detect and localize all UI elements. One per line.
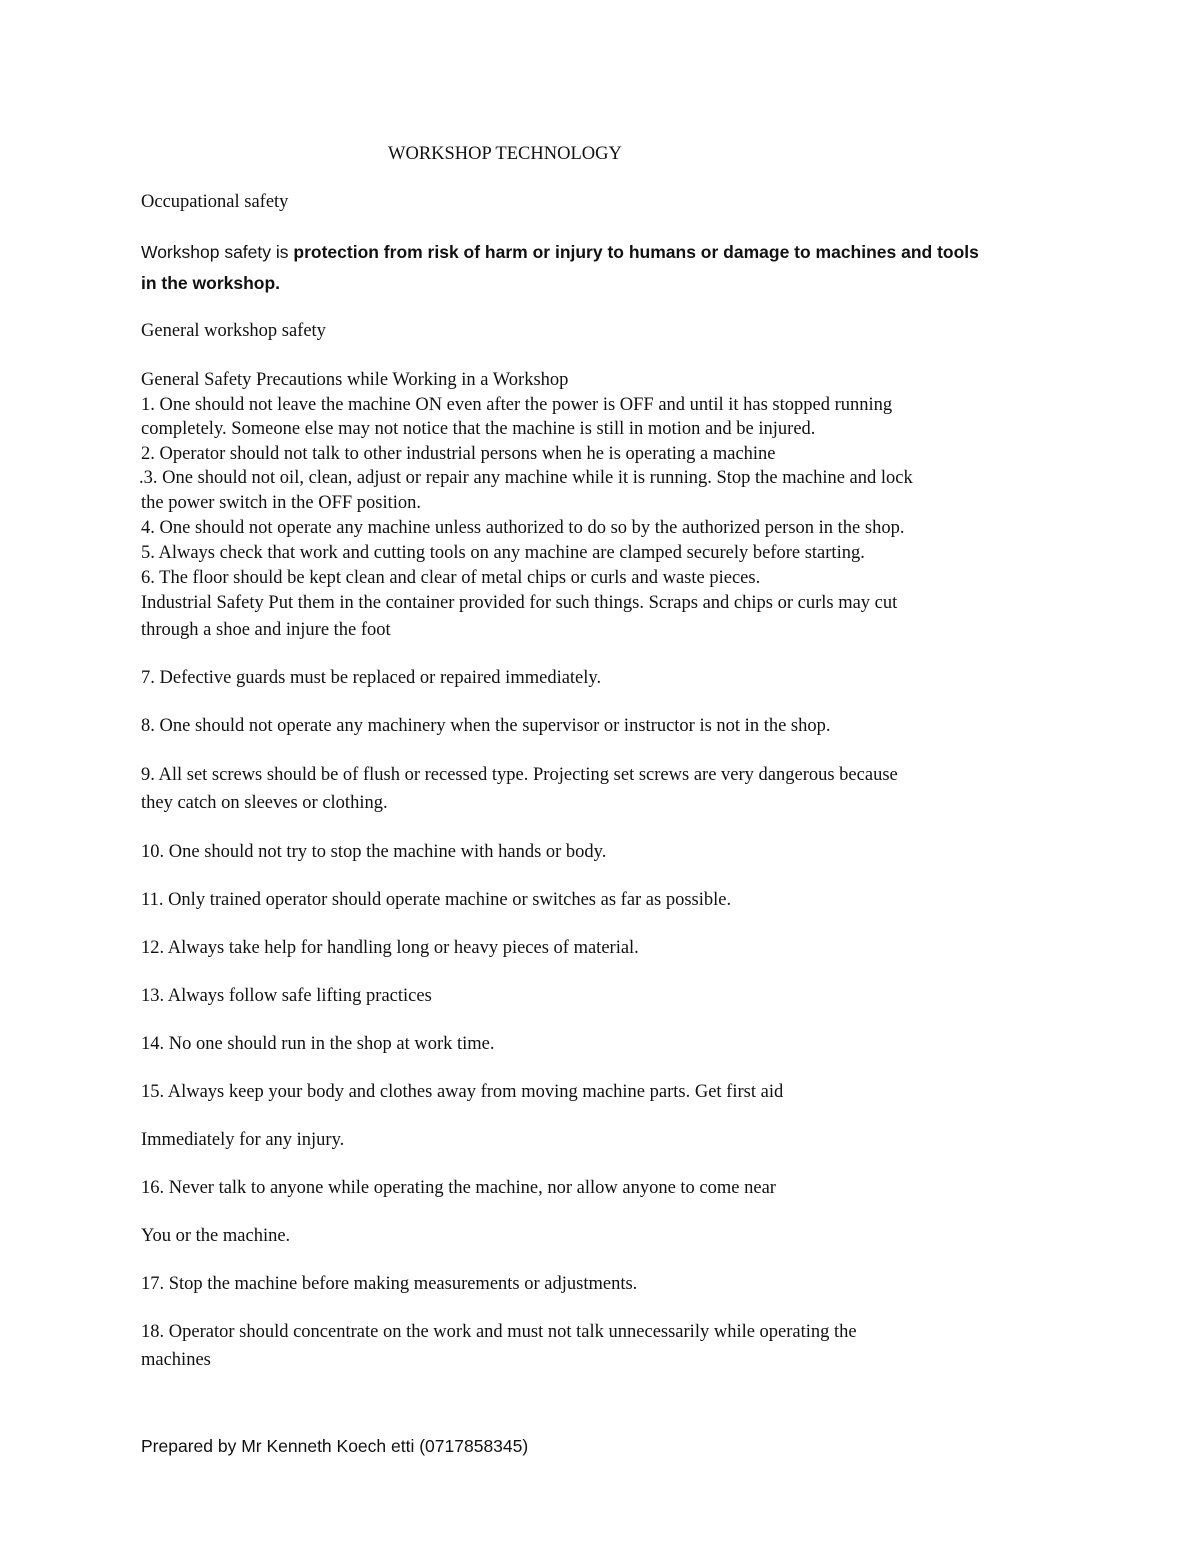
precautions-heading: General Safety Precautions while Working in a Workshop — [141, 370, 569, 390]
list-item-continuation: You or the machine. — [141, 1226, 291, 1246]
definition-line-1 — [141, 240, 979, 264]
list-item: 15. Always keep your body and clothes away from moving machine parts. Get first aid — [141, 1082, 784, 1102]
list-item-continuation: completely. Someone else may not notice that the machine is still in motion and be injured. — [141, 419, 816, 439]
list-item: 4. One should not operate any machine unless authorized to do so by the authorized person in the shop. — [141, 518, 905, 538]
footer-credit: Prepared by Mr Kenneth Koech etti (0717858345) — [141, 1436, 529, 1456]
section-heading: Occupational safety — [141, 192, 289, 212]
list-item-continuation: Immediately for any injury. — [141, 1130, 345, 1150]
list-item: 16. Never talk to anyone while operating the machine, nor allow anyone to come near — [141, 1178, 776, 1198]
list-item: 11. Only trained operator should operate machine or switches as far as possible. — [141, 890, 732, 910]
list-item-continuation: Industrial Safety Put them in the container provided for such things. Scraps and chips or curls may cut — [141, 593, 898, 613]
list-item: 12. Always take help for handling long or heavy pieces of material. — [141, 938, 639, 958]
list-item-continuation: the power switch in the OFF position. — [141, 493, 422, 513]
list-item: 9. All set screws should be of flush or recessed type. Projecting set screws are very dangerous because — [141, 765, 898, 785]
list-item: 14. No one should run in the shop at work time. — [141, 1034, 495, 1054]
document-title: WORKSHOP TECHNOLOGY — [388, 144, 622, 164]
definition-prefix: Workshop safety is — [141, 242, 289, 262]
list-item: 7. Defective guards must be replaced or repaired immediately. — [141, 668, 602, 688]
definition-line-2: in the workshop. — [141, 273, 281, 293]
list-item-continuation: machines — [141, 1350, 211, 1370]
list-item: 6. The floor should be kept clean and clear of metal chips or curls and waste pieces. — [141, 568, 761, 588]
list-item: 5. Always check that work and cutting tools on any machine are clamped securely before starting. — [141, 543, 865, 563]
list-item: 1. One should not leave the machine ON even after the power is OFF and until it has stopped running — [141, 395, 893, 415]
list-item: 13. Always follow safe lifting practices — [141, 986, 432, 1006]
definition-bold-text: protection from risk of harm or injury to humans or damage to machines and tools — [293, 242, 979, 262]
list-item: 10. One should not try to stop the machine with hands or body. — [141, 842, 607, 862]
list-item: 17. Stop the machine before making measurements or adjustments. — [141, 1274, 638, 1294]
list-item-continuation: through a shoe and injure the foot — [141, 620, 391, 640]
list-item: .3. One should not oil, clean, adjust or repair any machine while it is running. Stop the machine and lock — [139, 468, 913, 488]
list-item: 8. One should not operate any machinery when the supervisor or instructor is not in the shop. — [141, 716, 831, 736]
list-item: 2. Operator should not talk to other industrial persons when he is operating a machine — [141, 444, 776, 464]
list-item: 18. Operator should concentrate on the work and must not talk unnecessarily while operating the — [141, 1322, 857, 1342]
list-item-continuation: they catch on sleeves or clothing. — [141, 793, 388, 813]
subheading: General workshop safety — [141, 321, 326, 341]
